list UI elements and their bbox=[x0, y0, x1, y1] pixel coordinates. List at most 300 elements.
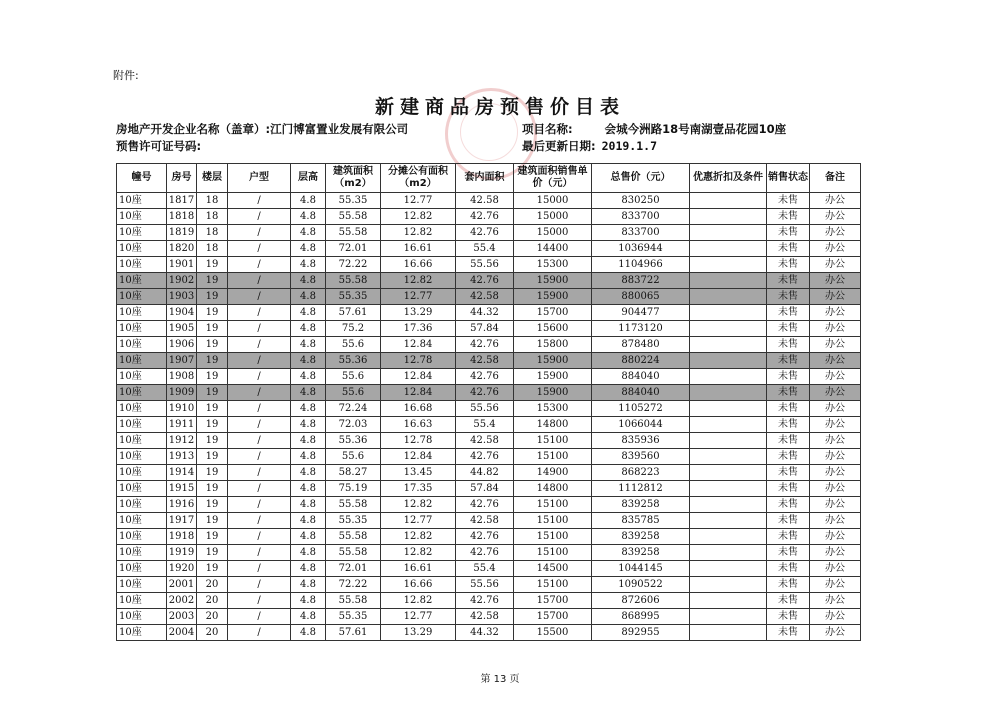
cell-unit-price: 15500 bbox=[514, 625, 592, 641]
cell-shared-area: 13.45 bbox=[381, 465, 456, 481]
cell-room: 1818 bbox=[167, 209, 197, 225]
cell-inner-area: 55.4 bbox=[456, 241, 514, 257]
cell-unit-price: 15000 bbox=[514, 193, 592, 209]
cell-note: 办公 bbox=[810, 321, 861, 337]
table-row bbox=[117, 481, 861, 497]
cell-inner-area: 55.4 bbox=[456, 561, 514, 577]
cell-type: / bbox=[228, 369, 291, 385]
cell-unit-price: 15100 bbox=[514, 529, 592, 545]
cell-total-price: 1104966 bbox=[592, 257, 690, 273]
cell-total-price: 883722 bbox=[592, 273, 690, 289]
cell-note: 办公 bbox=[810, 369, 861, 385]
cell-type: / bbox=[228, 497, 291, 513]
cell-area: 55.35 bbox=[326, 193, 381, 209]
cell-total-price: 892955 bbox=[592, 625, 690, 641]
cell-note: 办公 bbox=[810, 465, 861, 481]
cell-height: 4.8 bbox=[291, 417, 326, 433]
cell-unit-price: 15000 bbox=[514, 209, 592, 225]
cell-area: 57.61 bbox=[326, 305, 381, 321]
cell-inner-area: 55.4 bbox=[456, 417, 514, 433]
cell-unit-price: 15800 bbox=[514, 337, 592, 353]
cell-building: 10座 bbox=[117, 273, 167, 289]
cell-note: 办公 bbox=[810, 545, 861, 561]
cell-height: 4.8 bbox=[291, 289, 326, 305]
table-row bbox=[117, 497, 861, 513]
cell-height: 4.8 bbox=[291, 481, 326, 497]
cell-unit-price: 15300 bbox=[514, 257, 592, 273]
table-row bbox=[117, 353, 861, 369]
page-title: 新建商品房预售价目表 bbox=[374, 96, 625, 118]
cell-total-price: 833700 bbox=[592, 225, 690, 241]
cell-inner-area: 55.56 bbox=[456, 257, 514, 273]
table-row bbox=[117, 577, 861, 593]
cell-height: 4.8 bbox=[291, 545, 326, 561]
cell-status: 未售 bbox=[767, 321, 810, 337]
cell-status: 未售 bbox=[767, 193, 810, 209]
cell-type: / bbox=[228, 561, 291, 577]
update-value: 2019.1.7 bbox=[601, 139, 657, 153]
cell-discount bbox=[690, 433, 767, 449]
cell-floor: 19 bbox=[197, 417, 228, 433]
cell-type: / bbox=[228, 353, 291, 369]
cell-floor: 19 bbox=[197, 273, 228, 289]
cell-area: 55.35 bbox=[326, 609, 381, 625]
table-row bbox=[117, 337, 861, 353]
table-row bbox=[117, 385, 861, 401]
cell-note: 办公 bbox=[810, 193, 861, 209]
cell-floor: 18 bbox=[197, 241, 228, 257]
cell-height: 4.8 bbox=[291, 513, 326, 529]
cell-floor: 20 bbox=[197, 609, 228, 625]
header-type: 户型 bbox=[228, 164, 291, 193]
header-shared-area: 分摊公有面积（m2） bbox=[381, 164, 456, 193]
cell-shared-area: 12.84 bbox=[381, 337, 456, 353]
cell-type: / bbox=[228, 209, 291, 225]
cell-status: 未售 bbox=[767, 433, 810, 449]
cell-building: 10座 bbox=[117, 513, 167, 529]
cell-note: 办公 bbox=[810, 433, 861, 449]
cell-shared-area: 12.82 bbox=[381, 225, 456, 241]
table-header-row bbox=[117, 164, 861, 193]
cell-status: 未售 bbox=[767, 369, 810, 385]
update-line bbox=[522, 138, 657, 154]
cell-total-price: 868995 bbox=[592, 609, 690, 625]
cell-height: 4.8 bbox=[291, 225, 326, 241]
header-height: 层高 bbox=[291, 164, 326, 193]
cell-note: 办公 bbox=[810, 305, 861, 321]
cell-shared-area: 16.63 bbox=[381, 417, 456, 433]
cell-total-price: 1044145 bbox=[592, 561, 690, 577]
cell-unit-price: 14800 bbox=[514, 417, 592, 433]
cell-discount bbox=[690, 193, 767, 209]
cell-shared-area: 12.84 bbox=[381, 385, 456, 401]
cell-height: 4.8 bbox=[291, 369, 326, 385]
cell-area: 55.58 bbox=[326, 225, 381, 241]
cell-shared-area: 12.82 bbox=[381, 593, 456, 609]
cell-room: 1919 bbox=[167, 545, 197, 561]
cell-floor: 20 bbox=[197, 577, 228, 593]
cell-status: 未售 bbox=[767, 561, 810, 577]
header-discount: 优惠折扣及条件 bbox=[690, 164, 767, 193]
cell-status: 未售 bbox=[767, 305, 810, 321]
cell-status: 未售 bbox=[767, 353, 810, 369]
cell-status: 未售 bbox=[767, 625, 810, 641]
cell-floor: 19 bbox=[197, 289, 228, 305]
cell-building: 10座 bbox=[117, 225, 167, 241]
cell-note: 办公 bbox=[810, 385, 861, 401]
cell-room: 1918 bbox=[167, 529, 197, 545]
cell-inner-area: 42.76 bbox=[456, 497, 514, 513]
cell-type: / bbox=[228, 193, 291, 209]
cell-area: 58.27 bbox=[326, 465, 381, 481]
cell-discount bbox=[690, 337, 767, 353]
cell-total-price: 839258 bbox=[592, 497, 690, 513]
cell-room: 2001 bbox=[167, 577, 197, 593]
table-row bbox=[117, 545, 861, 561]
cell-unit-price: 15900 bbox=[514, 385, 592, 401]
cell-height: 4.8 bbox=[291, 241, 326, 257]
cell-discount bbox=[690, 209, 767, 225]
cell-shared-area: 16.68 bbox=[381, 401, 456, 417]
cell-room: 1905 bbox=[167, 321, 197, 337]
cell-floor: 19 bbox=[197, 385, 228, 401]
cell-total-price: 1105272 bbox=[592, 401, 690, 417]
cell-type: / bbox=[228, 513, 291, 529]
cell-floor: 20 bbox=[197, 593, 228, 609]
cell-area: 72.24 bbox=[326, 401, 381, 417]
cell-floor: 19 bbox=[197, 353, 228, 369]
cell-total-price: 868223 bbox=[592, 465, 690, 481]
header-unit-price: 建筑面积销售单价（元） bbox=[514, 164, 592, 193]
cell-status: 未售 bbox=[767, 241, 810, 257]
cell-discount bbox=[690, 369, 767, 385]
cell-inner-area: 42.58 bbox=[456, 353, 514, 369]
cell-height: 4.8 bbox=[291, 273, 326, 289]
cell-area: 55.58 bbox=[326, 545, 381, 561]
cell-inner-area: 55.56 bbox=[456, 401, 514, 417]
cell-type: / bbox=[228, 289, 291, 305]
cell-discount bbox=[690, 289, 767, 305]
cell-inner-area: 42.76 bbox=[456, 369, 514, 385]
cell-inner-area: 42.76 bbox=[456, 593, 514, 609]
cell-shared-area: 12.82 bbox=[381, 545, 456, 561]
cell-height: 4.8 bbox=[291, 337, 326, 353]
cell-height: 4.8 bbox=[291, 529, 326, 545]
cell-unit-price: 14800 bbox=[514, 481, 592, 497]
cell-status: 未售 bbox=[767, 225, 810, 241]
cell-inner-area: 42.76 bbox=[456, 273, 514, 289]
cell-height: 4.8 bbox=[291, 577, 326, 593]
cell-note: 办公 bbox=[810, 401, 861, 417]
cell-height: 4.8 bbox=[291, 353, 326, 369]
cell-floor: 19 bbox=[197, 305, 228, 321]
cell-area: 75.19 bbox=[326, 481, 381, 497]
cell-discount bbox=[690, 529, 767, 545]
cell-unit-price: 15900 bbox=[514, 369, 592, 385]
cell-total-price: 880065 bbox=[592, 289, 690, 305]
cell-floor: 19 bbox=[197, 513, 228, 529]
cell-discount bbox=[690, 481, 767, 497]
cell-type: / bbox=[228, 257, 291, 273]
cell-building: 10座 bbox=[117, 449, 167, 465]
header-building: 幢号 bbox=[117, 164, 167, 193]
cell-room: 1914 bbox=[167, 465, 197, 481]
cell-inner-area: 55.56 bbox=[456, 577, 514, 593]
cell-type: / bbox=[228, 417, 291, 433]
cell-inner-area: 44.82 bbox=[456, 465, 514, 481]
cell-unit-price: 15900 bbox=[514, 273, 592, 289]
cell-inner-area: 44.32 bbox=[456, 625, 514, 641]
cell-total-price: 1173120 bbox=[592, 321, 690, 337]
header-inner-area: 套内面积 bbox=[456, 164, 514, 193]
cell-height: 4.8 bbox=[291, 401, 326, 417]
cell-floor: 19 bbox=[197, 337, 228, 353]
cell-note: 办公 bbox=[810, 593, 861, 609]
cell-shared-area: 16.66 bbox=[381, 577, 456, 593]
cell-note: 办公 bbox=[810, 209, 861, 225]
cell-building: 10座 bbox=[117, 593, 167, 609]
cell-area: 55.35 bbox=[326, 513, 381, 529]
cell-unit-price: 15600 bbox=[514, 321, 592, 337]
cell-height: 4.8 bbox=[291, 593, 326, 609]
cell-discount bbox=[690, 449, 767, 465]
cell-room: 1909 bbox=[167, 385, 197, 401]
cell-type: / bbox=[228, 305, 291, 321]
cell-note: 办公 bbox=[810, 257, 861, 273]
cell-building: 10座 bbox=[117, 369, 167, 385]
cell-room: 2004 bbox=[167, 625, 197, 641]
cell-shared-area: 12.84 bbox=[381, 369, 456, 385]
cell-floor: 18 bbox=[197, 225, 228, 241]
cell-building: 10座 bbox=[117, 465, 167, 481]
cell-shared-area: 12.78 bbox=[381, 353, 456, 369]
permit-label: 预售许可证号码: bbox=[116, 139, 202, 153]
cell-area: 55.58 bbox=[326, 209, 381, 225]
cell-room: 1907 bbox=[167, 353, 197, 369]
cell-total-price: 880224 bbox=[592, 353, 690, 369]
cell-discount bbox=[690, 465, 767, 481]
cell-height: 4.8 bbox=[291, 449, 326, 465]
cell-note: 办公 bbox=[810, 273, 861, 289]
cell-total-price: 884040 bbox=[592, 385, 690, 401]
cell-building: 10座 bbox=[117, 257, 167, 273]
cell-building: 10座 bbox=[117, 321, 167, 337]
project-value: 会城今洲路18号南湖壹品花园10座 bbox=[604, 122, 787, 136]
cell-shared-area: 12.78 bbox=[381, 433, 456, 449]
cell-shared-area: 12.77 bbox=[381, 193, 456, 209]
cell-shared-area: 12.84 bbox=[381, 449, 456, 465]
project-label: 项目名称: bbox=[522, 122, 573, 136]
cell-room: 1901 bbox=[167, 257, 197, 273]
cell-area: 55.58 bbox=[326, 529, 381, 545]
cell-note: 办公 bbox=[810, 561, 861, 577]
developer-line bbox=[116, 121, 408, 137]
cell-unit-price: 15000 bbox=[514, 225, 592, 241]
cell-note: 办公 bbox=[810, 609, 861, 625]
cell-area: 55.6 bbox=[326, 369, 381, 385]
cell-note: 办公 bbox=[810, 289, 861, 305]
cell-status: 未售 bbox=[767, 593, 810, 609]
cell-inner-area: 44.32 bbox=[456, 305, 514, 321]
cell-floor: 19 bbox=[197, 529, 228, 545]
cell-room: 1917 bbox=[167, 513, 197, 529]
cell-floor: 19 bbox=[197, 449, 228, 465]
cell-type: / bbox=[228, 449, 291, 465]
cell-status: 未售 bbox=[767, 257, 810, 273]
cell-status: 未售 bbox=[767, 481, 810, 497]
cell-area: 55.36 bbox=[326, 353, 381, 369]
cell-discount bbox=[690, 257, 767, 273]
cell-total-price: 835936 bbox=[592, 433, 690, 449]
cell-type: / bbox=[228, 337, 291, 353]
table-row bbox=[117, 289, 861, 305]
cell-type: / bbox=[228, 385, 291, 401]
cell-building: 10座 bbox=[117, 337, 167, 353]
cell-inner-area: 42.76 bbox=[456, 209, 514, 225]
cell-room: 1916 bbox=[167, 497, 197, 513]
cell-building: 10座 bbox=[117, 561, 167, 577]
cell-floor: 19 bbox=[197, 545, 228, 561]
cell-type: / bbox=[228, 401, 291, 417]
cell-building: 10座 bbox=[117, 481, 167, 497]
cell-discount bbox=[690, 593, 767, 609]
table-row bbox=[117, 465, 861, 481]
table-row bbox=[117, 529, 861, 545]
cell-discount bbox=[690, 577, 767, 593]
cell-height: 4.8 bbox=[291, 305, 326, 321]
cell-shared-area: 16.61 bbox=[381, 241, 456, 257]
cell-shared-area: 16.66 bbox=[381, 257, 456, 273]
table-row bbox=[117, 433, 861, 449]
cell-note: 办公 bbox=[810, 497, 861, 513]
cell-area: 55.36 bbox=[326, 433, 381, 449]
cell-height: 4.8 bbox=[291, 497, 326, 513]
cell-room: 1910 bbox=[167, 401, 197, 417]
cell-note: 办公 bbox=[810, 513, 861, 529]
project-line bbox=[522, 121, 786, 137]
cell-type: / bbox=[228, 625, 291, 641]
cell-status: 未售 bbox=[767, 337, 810, 353]
cell-area: 55.35 bbox=[326, 289, 381, 305]
cell-total-price: 835785 bbox=[592, 513, 690, 529]
cell-total-price: 1066044 bbox=[592, 417, 690, 433]
attachment-label: 附件: bbox=[113, 69, 139, 82]
cell-room: 1913 bbox=[167, 449, 197, 465]
table-row bbox=[117, 593, 861, 609]
price-table bbox=[116, 163, 861, 641]
developer-value: 江门博富置业发展有限公司 bbox=[270, 122, 409, 136]
cell-area: 72.03 bbox=[326, 417, 381, 433]
cell-building: 10座 bbox=[117, 241, 167, 257]
cell-discount bbox=[690, 497, 767, 513]
cell-total-price: 904477 bbox=[592, 305, 690, 321]
cell-area: 55.58 bbox=[326, 497, 381, 513]
cell-discount bbox=[690, 609, 767, 625]
cell-unit-price: 15900 bbox=[514, 289, 592, 305]
cell-building: 10座 bbox=[117, 433, 167, 449]
cell-height: 4.8 bbox=[291, 321, 326, 337]
cell-discount bbox=[690, 545, 767, 561]
cell-inner-area: 42.58 bbox=[456, 433, 514, 449]
header-total-price: 总售价（元） bbox=[592, 164, 690, 193]
table-row bbox=[117, 225, 861, 241]
cell-discount bbox=[690, 513, 767, 529]
cell-area: 55.6 bbox=[326, 337, 381, 353]
cell-shared-area: 12.77 bbox=[381, 289, 456, 305]
cell-unit-price: 15300 bbox=[514, 401, 592, 417]
cell-shared-area: 17.35 bbox=[381, 481, 456, 497]
cell-type: / bbox=[228, 545, 291, 561]
cell-height: 4.8 bbox=[291, 609, 326, 625]
cell-area: 72.01 bbox=[326, 561, 381, 577]
cell-room: 1819 bbox=[167, 225, 197, 241]
cell-unit-price: 15100 bbox=[514, 497, 592, 513]
cell-status: 未售 bbox=[767, 513, 810, 529]
cell-floor: 18 bbox=[197, 193, 228, 209]
cell-type: / bbox=[228, 593, 291, 609]
cell-inner-area: 42.76 bbox=[456, 529, 514, 545]
cell-area: 55.6 bbox=[326, 385, 381, 401]
header-status: 销售状态 bbox=[767, 164, 810, 193]
cell-floor: 19 bbox=[197, 497, 228, 513]
cell-type: / bbox=[228, 225, 291, 241]
cell-area: 57.61 bbox=[326, 625, 381, 641]
cell-discount bbox=[690, 321, 767, 337]
cell-area: 75.2 bbox=[326, 321, 381, 337]
cell-building: 10座 bbox=[117, 609, 167, 625]
cell-status: 未售 bbox=[767, 289, 810, 305]
cell-shared-area: 17.36 bbox=[381, 321, 456, 337]
cell-shared-area: 12.82 bbox=[381, 529, 456, 545]
cell-shared-area: 12.82 bbox=[381, 273, 456, 289]
cell-status: 未售 bbox=[767, 545, 810, 561]
table-row bbox=[117, 193, 861, 209]
cell-type: / bbox=[228, 465, 291, 481]
cell-total-price: 878480 bbox=[592, 337, 690, 353]
cell-unit-price: 14900 bbox=[514, 465, 592, 481]
cell-status: 未售 bbox=[767, 449, 810, 465]
cell-building: 10座 bbox=[117, 529, 167, 545]
cell-building: 10座 bbox=[117, 625, 167, 641]
table-row bbox=[117, 609, 861, 625]
cell-shared-area: 16.61 bbox=[381, 561, 456, 577]
cell-discount bbox=[690, 561, 767, 577]
cell-unit-price: 14500 bbox=[514, 561, 592, 577]
header-area: 建筑面积（m2） bbox=[326, 164, 381, 193]
cell-floor: 19 bbox=[197, 369, 228, 385]
cell-discount bbox=[690, 417, 767, 433]
cell-room: 2003 bbox=[167, 609, 197, 625]
cell-unit-price: 15700 bbox=[514, 609, 592, 625]
cell-room: 1817 bbox=[167, 193, 197, 209]
cell-floor: 19 bbox=[197, 481, 228, 497]
cell-room: 1902 bbox=[167, 273, 197, 289]
cell-total-price: 1112812 bbox=[592, 481, 690, 497]
cell-area: 72.22 bbox=[326, 257, 381, 273]
cell-area: 72.22 bbox=[326, 577, 381, 593]
cell-floor: 19 bbox=[197, 257, 228, 273]
cell-status: 未售 bbox=[767, 273, 810, 289]
table-row bbox=[117, 401, 861, 417]
header-room: 房号 bbox=[167, 164, 197, 193]
cell-total-price: 872606 bbox=[592, 593, 690, 609]
cell-discount bbox=[690, 401, 767, 417]
cell-height: 4.8 bbox=[291, 465, 326, 481]
cell-note: 办公 bbox=[810, 577, 861, 593]
cell-status: 未售 bbox=[767, 209, 810, 225]
developer-label: 房地产开发企业名称（盖章）: bbox=[116, 122, 271, 136]
cell-status: 未售 bbox=[767, 497, 810, 513]
